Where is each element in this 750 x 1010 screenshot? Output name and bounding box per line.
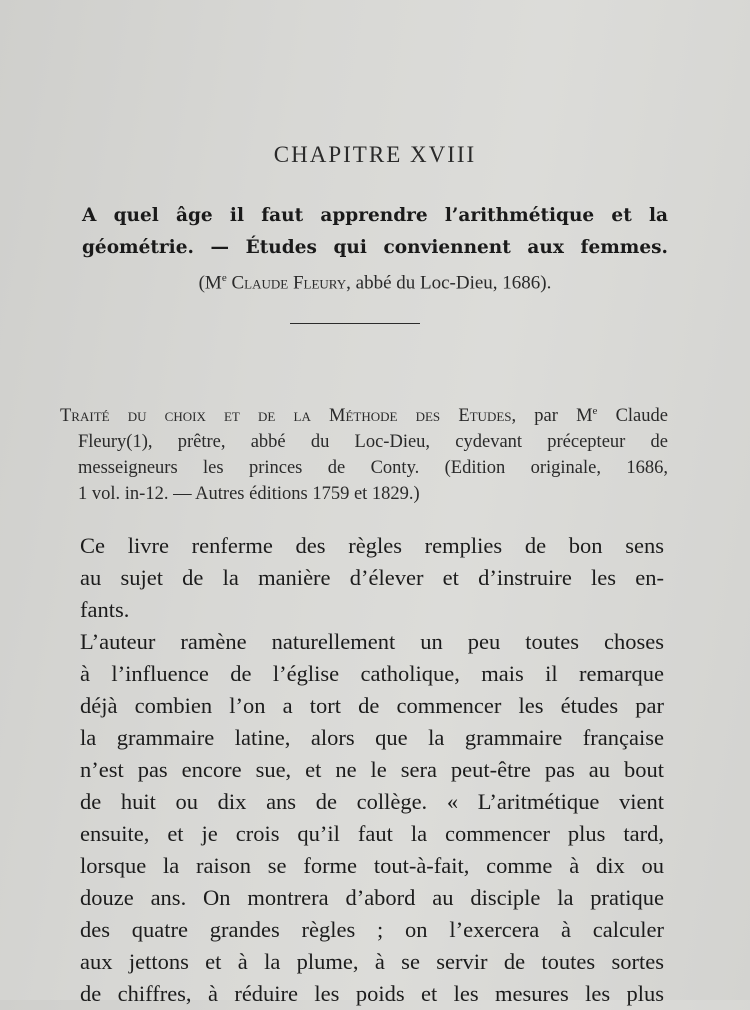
- biblio-line-4: 1 vol. in-12. — Autres éditions 1759 et 1829.): [78, 484, 420, 505]
- body-line: Ce livre renferme des règles remplies de bon sens: [80, 533, 664, 558]
- body-line: L’auteur ramène naturellement un peu toutes choses: [80, 629, 664, 654]
- biblio-line-1: [60, 398, 668, 429]
- biblio-line1-sup: e: [592, 405, 598, 417]
- attribution-sup: e: [221, 272, 227, 284]
- attribution-open: (M: [198, 272, 222, 294]
- biblio-line1-rest: , par M: [511, 406, 593, 427]
- body-line: à l’influence de l’église catholique, mais il remarque: [80, 661, 664, 686]
- bibliographic-note: [60, 398, 668, 507]
- body-line: fants.: [80, 597, 130, 622]
- body-text: [80, 530, 664, 1010]
- body-line: au sujet de la manière d’élever et d’instruire les en-: [80, 565, 664, 590]
- body-line: aux jettons et à la plume, à se servir de toutes sortes: [80, 949, 664, 974]
- body-line: des quatre grandes règles ; on l’exercera à calculer: [80, 917, 664, 942]
- body-line: douze ans. On montrera d’abord au disciple la pratique: [80, 885, 664, 910]
- attribution-rest: , abbé du Loc-Dieu, 1686).: [346, 272, 552, 294]
- heading-line-1: A quel âge il faut apprendre l’arithmétique et la: [82, 205, 668, 226]
- body-line: de chiffres, à réduire les poids et les mesures les plus: [80, 981, 664, 1006]
- body-line: déjà combien l’on a tort de commencer les études par: [80, 693, 664, 718]
- biblio-line-3: messeigneurs les princes de Conty. (Edition originale, 1686,: [78, 458, 668, 479]
- section-divider: [290, 323, 420, 324]
- body-line: ensuite, et je crois qu’il faut la commencer plus tard,: [80, 821, 664, 846]
- biblio-line-2: Fleury(1), prêtre, abbé du Loc-Dieu, cydevant précepteur de: [78, 432, 668, 453]
- biblio-title: Traité du choix et de la Méthode des Etudes: [60, 406, 512, 427]
- chapter-title: CHAPITRE XVIII: [273, 142, 477, 167]
- heading-line-2: géométrie. — Études qui conviennent aux femmes.: [82, 237, 668, 258]
- body-line: la grammaire latine, alors que la grammaire française: [80, 725, 664, 750]
- biblio-line1-end: Claude: [597, 406, 668, 427]
- chapter-heading: [82, 200, 668, 264]
- attribution-author: Claude Fleury: [226, 272, 347, 294]
- body-line: lorsque la raison se forme tout-à-fait, comme à dix ou: [80, 853, 664, 878]
- body-line: n’est pas encore sue, et ne le sera peut-être pas au bout: [80, 757, 664, 782]
- author-attribution: [0, 272, 750, 294]
- body-line: de huit ou dix ans de collège. « L’aritmétique vient: [80, 789, 664, 814]
